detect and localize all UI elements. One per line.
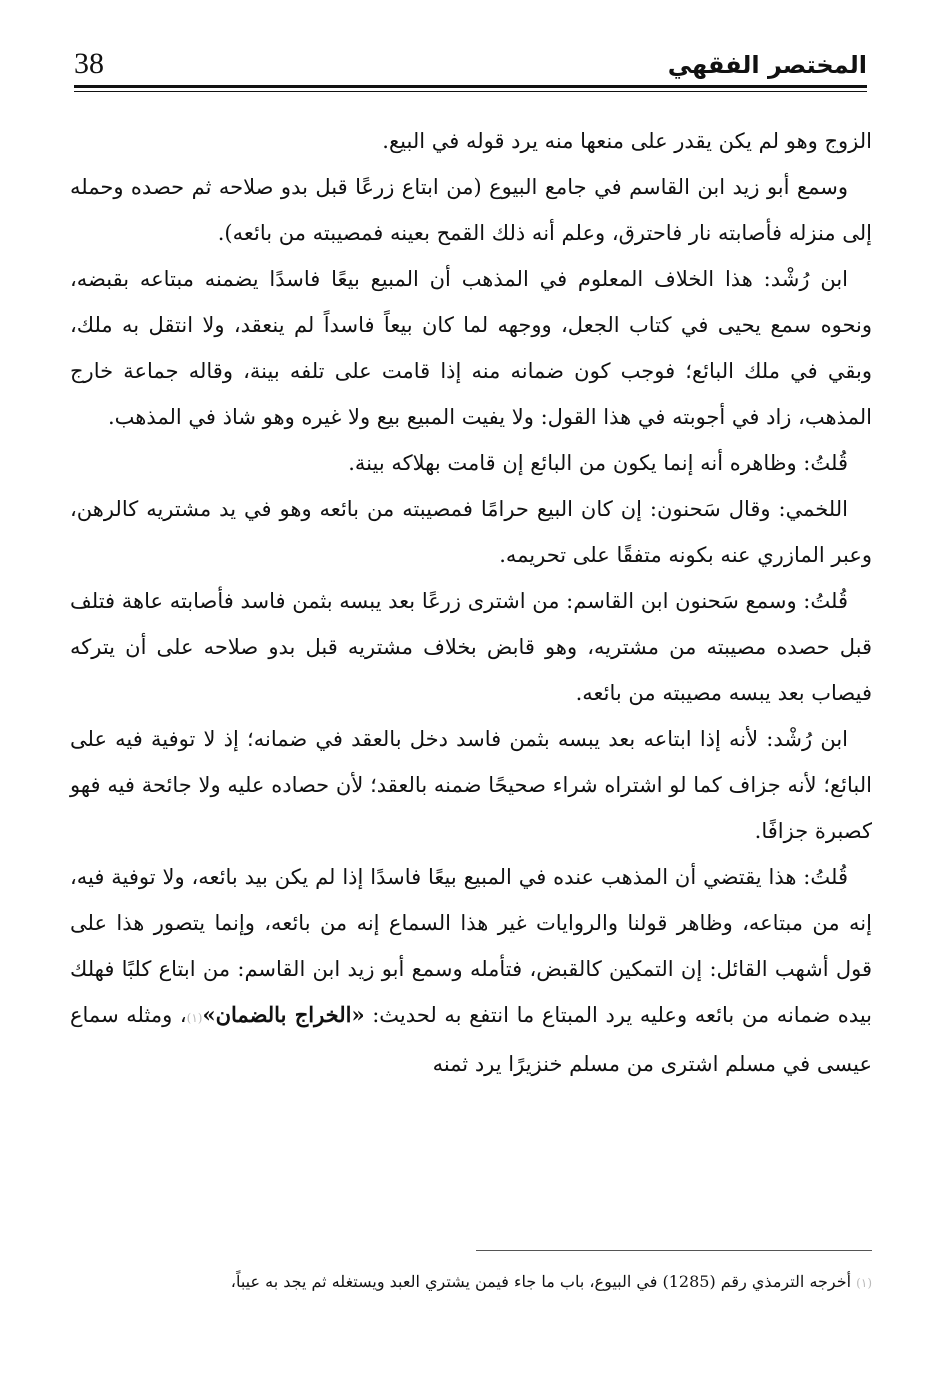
paragraph-3: ابن رُشْد: هذا الخلاف المعلوم في المذهب أن المبيع بيعًا فاسدًا يضمنه مبتاعه بقبضه، ونحوه سمع يحيى في كتاب الجعل، ووجهه لما كان بيعاً فاسداً لم ينعقد، ولا انتقل به ملك، وبقي في ملك البائع؛ فوجب كون ضمانه منه إذا قامت على تلفه بينة، وقاله جماعة خارج المذهب، زاد في أجوبته في هذا القول: ولا يفيت المبيع بيع ولا غيره وهو شاذ في المذهب.: [70, 267, 872, 429]
footnote-reference[interactable]: (١): [186, 1011, 203, 1025]
paragraph-4: قُلتُ: وظاهره أنه إنما يكون من البائع إن قامت بهلاكه بينة.: [348, 451, 848, 475]
hadith-quote: «الخراج بالضمان»: [202, 1002, 365, 1027]
paragraph-7: ابن رُشْد: لأنه إذا ابتاعه بعد يبسه بثمن فاسد دخل بالعقد في ضمانه؛ إذ لا توفية فيه على البائع؛ لأنه جزاف كما لو اشتراه شراء صحيحًا ضمنه بالعقد؛ لأن حصاده عليه ولا جائحة فيه فهو كصبرة جزافًا.: [70, 727, 872, 843]
page-number: 38: [74, 47, 104, 80]
page-header: [74, 45, 867, 95]
header-rule-thin: [74, 91, 867, 92]
header-rule-thick: [74, 85, 867, 88]
paragraph-8-tail: ، ومثله سماع عيسى في مسلم اشترى من مسلم خنزيرًا يرد ثمنه: [70, 1003, 872, 1076]
footnote: [70, 1268, 872, 1297]
paragraph-5: اللخمي: وقال سَحنون: إن كان البيع حرامًا فمصيبته من بائعه وهو في يد مشتريه كالرهن، وعبر المازري عنه بكونه متفقًا على تحريمه.: [70, 497, 872, 567]
paragraph-1: الزوج وهو لم يكن يقدر على منعها منه يرد قوله في البيع.: [382, 129, 872, 153]
paragraph-6: قُلتُ: وسمع سَحنون ابن القاسم: من اشترى زرعًا بعد يبسه بثمن فاسد فأصابته عاهة فتلف قبل حصده مصيبته من مشتريه، وهو قابض بخلاف مشتريه قبل بدو صلاحه على أن يتركه فيصاب بعد يبسه مصيبته من بائعه.: [70, 589, 872, 705]
body-text: [70, 118, 872, 1087]
footnote-text: أخرجه الترمذي رقم (1285) في البيوع، باب ما جاء فيمن يشتري العبد ويستغله ثم يجد به عيباً،: [230, 1272, 852, 1291]
paragraph-2: وسمع أبو زيد ابن القاسم في جامع البيوع (من ابتاع زرعًا قبل بدو صلاحه ثم حصده وحمله إلى منزله فأصابته نار فاحترق، وعلم أنه ذلك القمح بعينه فمصيبته من بائعه).: [70, 175, 872, 245]
paragraph-8: [70, 854, 872, 1087]
running-title: المختصر الفقهي: [667, 51, 867, 79]
paragraph-8-main: قُلتُ: هذا يقتضي أن المذهب عنده في المبيع بيعًا فاسدًا إذا لم يكن بيد بائعه، ولا توفية فيه، إنه من مبتاعه، وظاهر قولنا والروايات غير هذا السماع إنه من بائعه، وإنما يتصور هذا على قول أشهب القائل: إن التمكين كالقبض، فتأمله وسمع أبو زيد ابن القاسم: من ابتاع كلبًا فهلك بيده ضمانه من بائعه وعليه يرد المبتاع ما انتفع به لحديث:: [70, 865, 873, 1027]
footnote-marker: (١): [856, 1276, 872, 1290]
footnote-separator: [476, 1250, 872, 1251]
